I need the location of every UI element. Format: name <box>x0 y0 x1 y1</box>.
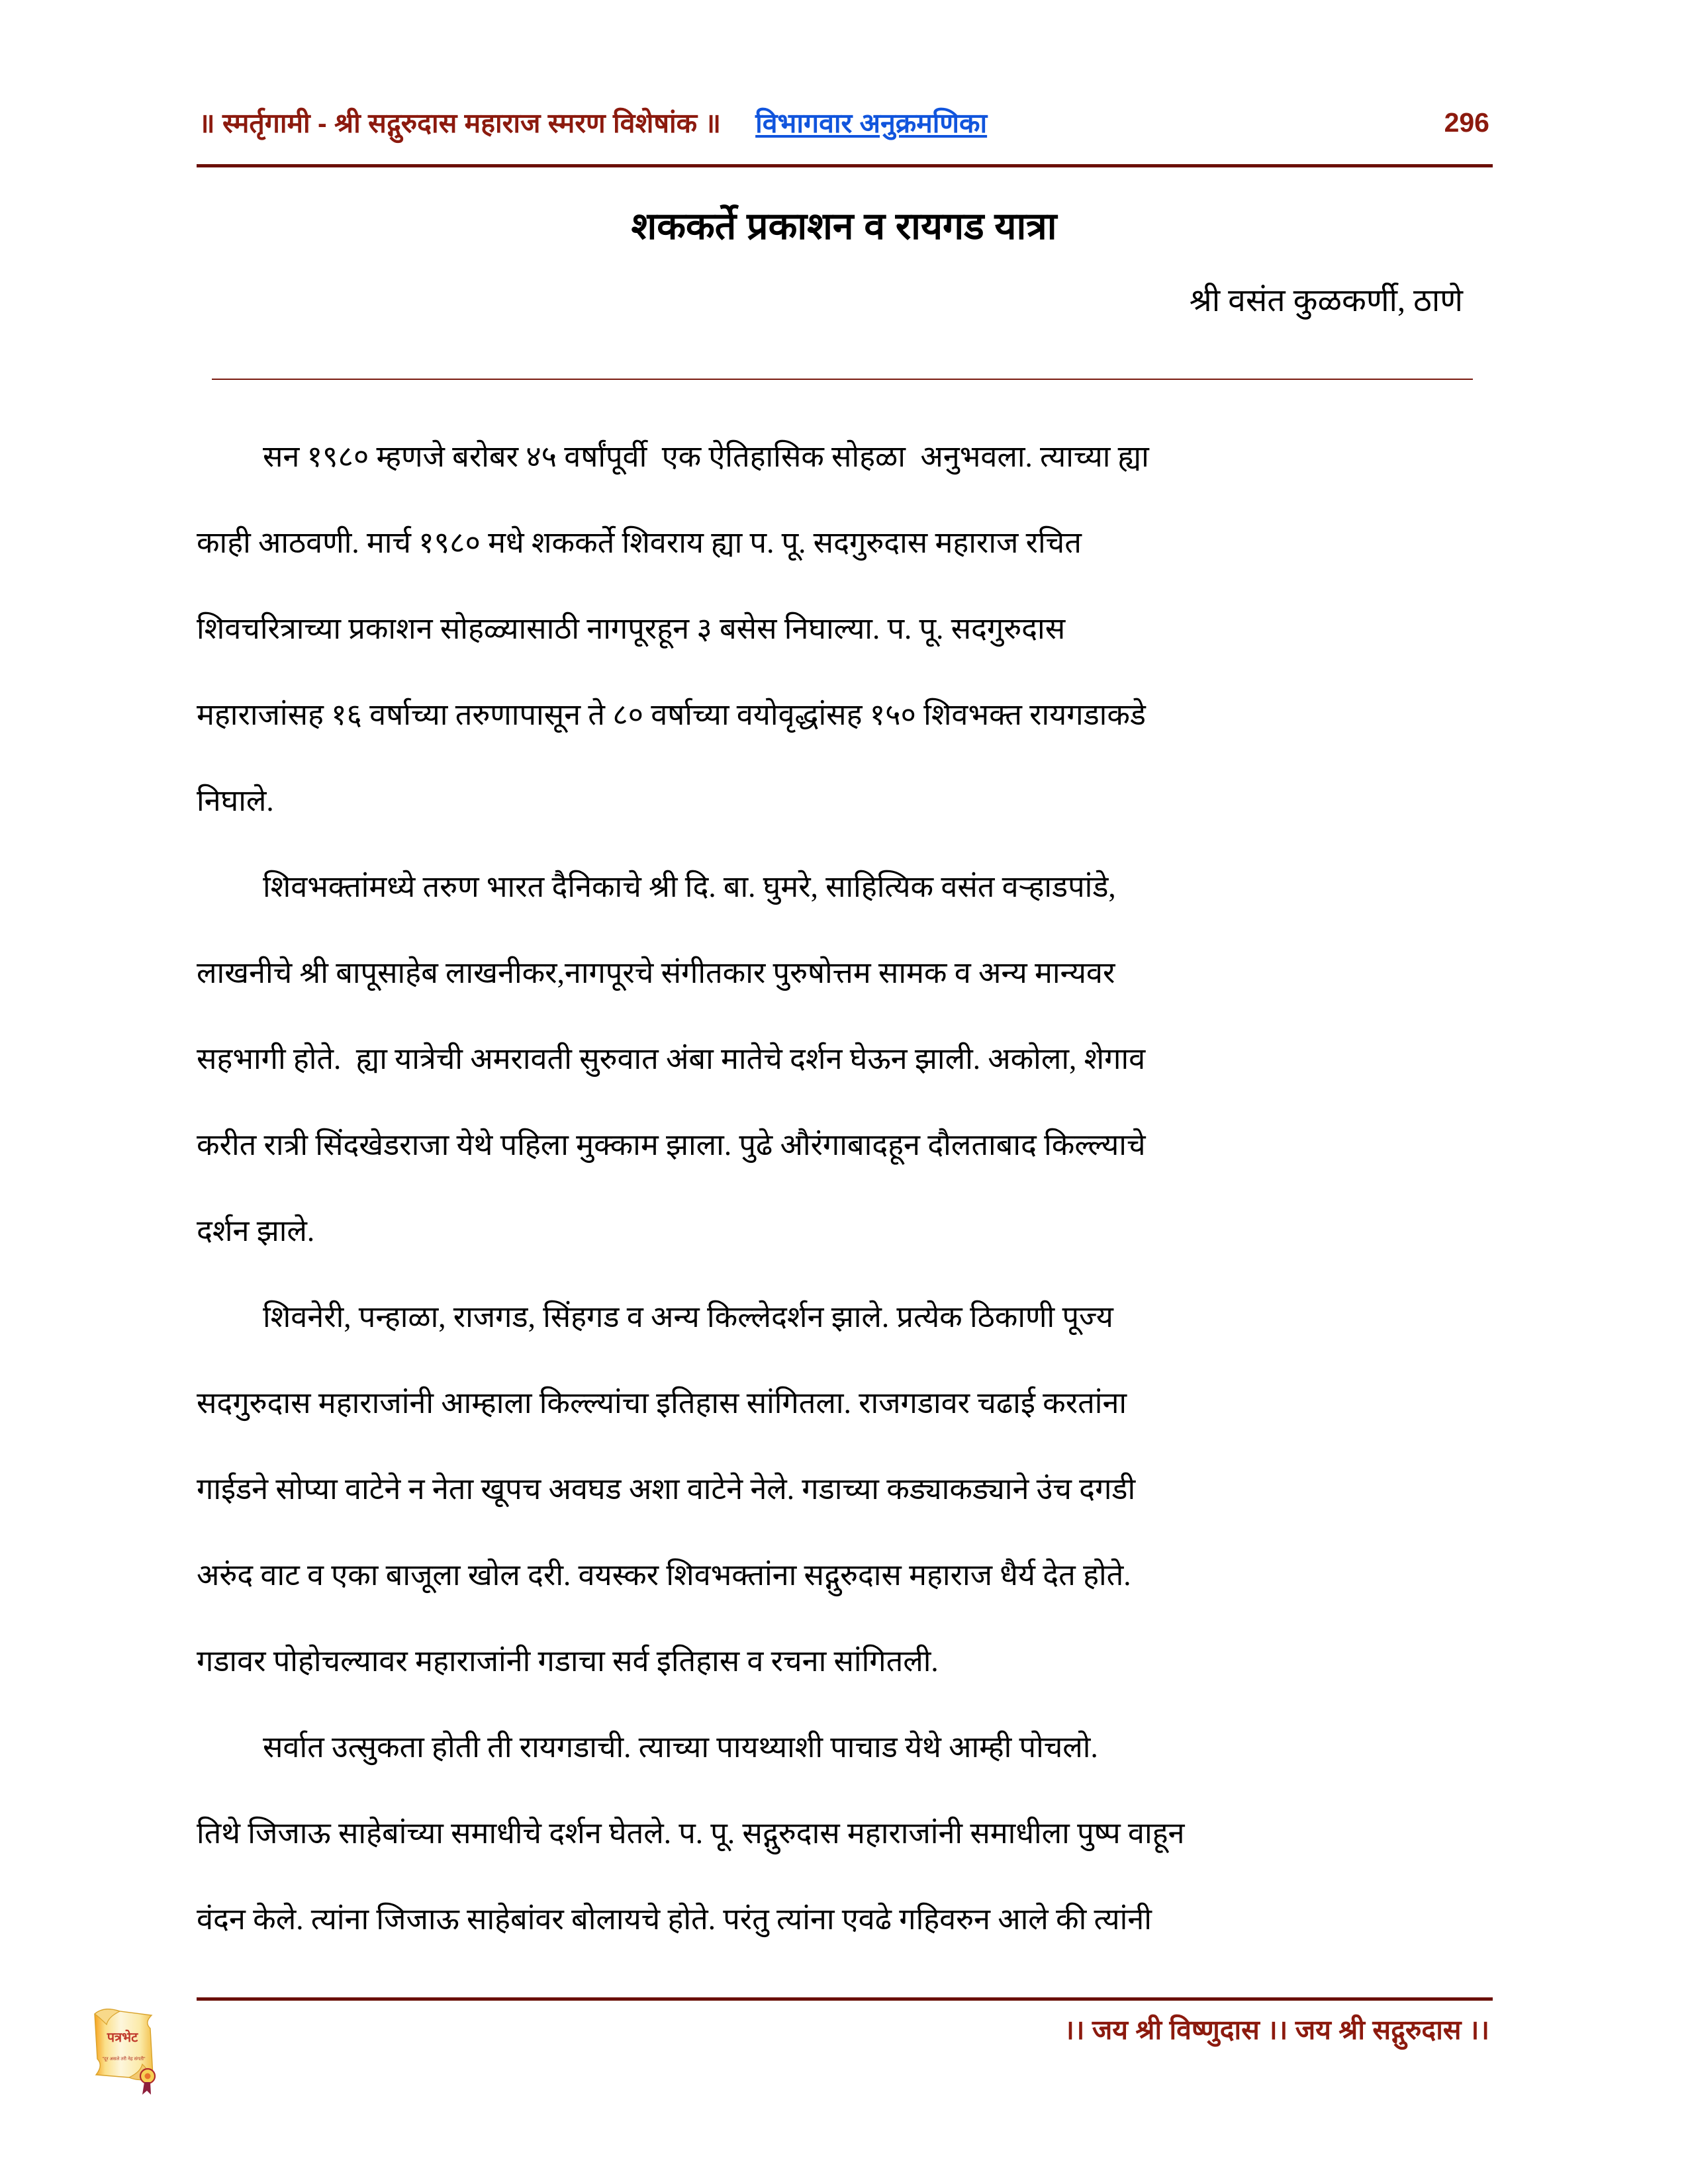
article-title: शककर्ते प्रकाशन व रायगड यात्रा <box>631 205 1057 248</box>
page-header <box>199 98 1489 147</box>
paragraph-line: महाराजांसह १६ वर्षाच्या तरुणापासून ते ८० वर्षाच्या वयोवृद्धांसह १५० शिवभक्त रायगडाकडे <box>197 698 1146 731</box>
paragraph-line: निघाले. <box>197 784 274 817</box>
paragraph-line: वंदन केले. त्यांना जिजाऊ साहेबांवर बोलायचे होते. परंतु त्यांना एवढे गहिवरुन आले की त्यांनी <box>197 1903 1152 1936</box>
paragraph-line: शिवचरित्राच्या प्रकाशन सोहळ्यासाठी नागपूरहून ३ बसेस निघाल्या. प. पू. सदगुरुदास <box>197 612 1066 645</box>
paragraph <box>197 414 1494 844</box>
article-byline: श्री वसंत कुळकर्णी, ठाणे <box>1189 283 1463 318</box>
paragraph-line: करीत रात्री सिंदखेडराजा येथे पहिला मुक्काम झाला. पुढे औरंगाबादहून दौलताबाद किल्ल्याचे <box>197 1128 1146 1161</box>
patrabhet-scroll-logo <box>83 2002 162 2095</box>
logo-title: पत्रभेट <box>107 2030 138 2045</box>
paragraph-line: अरुंद वाट व एका बाजूला खोल दरी. वयस्कर शिवभक्तांना सद्गुरुदास महाराज धैर्य देत होते. <box>197 1559 1131 1592</box>
page-number: 296 <box>1444 107 1489 138</box>
paragraph-line: शिवभक्तांमध्ये तरुण भारत दैनिकाचे श्री दि. बा. घुमरे, साहित्यिक वसंत वऱ्हाडपांडे, <box>263 870 1116 903</box>
paragraph-line: गाईडने सोप्या वाटेने न नेता खूपच अवघड अशा वाटेने नेले. गडाच्या कड्याकड्याने उंच दगडी <box>197 1473 1136 1506</box>
publication-title: ॥ स्मर्तृगामी - श्री सद्गुरुदास महाराज स्मरण विशेषांक ॥ <box>199 108 722 138</box>
footer-blessing: ।। जय श्री विष्णुदास ।। जय श्री सद्गुरुदास ।। <box>1064 2015 1489 2045</box>
paragraph <box>197 1704 1494 1962</box>
paragraph-line: गडावर पोहोचल्यावर महाराजांनी गडाचा सर्व इतिहास व रचना सांगितली. <box>197 1645 939 1678</box>
paragraph-line: तिथे जिजाऊ साहेबांच्या समाधीचे दर्शन घेतले. प. पू. सद्गुरुदास महाराजांनी समाधीला पुष्प वाहून <box>197 1817 1185 1850</box>
title-divider <box>212 379 1473 380</box>
paragraph-line: सदगुरुदास महाराजांनी आम्हाला किल्ल्यांचा इतिहास सांगितला. राजगडावर चढाई करतांना <box>197 1387 1127 1420</box>
header-divider <box>197 164 1493 167</box>
paragraph-line: दर्शन झाले. <box>197 1214 315 1248</box>
article-body <box>197 414 1494 1962</box>
paragraph-line: लाखनीचे श्री बापूसाहेब लाखनीकर,नागपूरचे संगीतकार पुरुषोत्तम सामक व अन्य मान्यवर <box>197 956 1115 989</box>
paragraph-line: सर्वात उत्सुकता होती ती रायगडाची. त्याच्या पायथ्याशी पाचाड येथे आम्ही पोचलो. <box>263 1731 1098 1764</box>
paragraph-line: काही आठवणी. मार्च १९८० मधे शककर्ते शिवराय ह्या प. पू. सदगुरुदास महाराज रचित <box>197 526 1082 559</box>
paragraph-line: सन १९८० म्हणजे बरोबर ४५ वर्षांपूर्वी एक ऐतिहासिक सोहळा अनुभवला. त्याच्या ह्या <box>263 440 1149 473</box>
footer-divider <box>197 1997 1493 2001</box>
paragraph <box>197 1274 1494 1704</box>
section-index-link[interactable]: विभागवार अनुक्रमणिका <box>755 108 988 138</box>
paragraph-line: सहभागी होते. ह्या यात्रेची अमरावती सुरुवात अंबा मातेचे दर्शन घेऊन झाली. अकोला, शेगाव <box>197 1042 1146 1075</box>
paragraph <box>197 844 1494 1274</box>
logo-tagline: "दूर असले तरी नेह संगती" <box>102 2057 146 2062</box>
paragraph-line: शिवनेरी, पन्हाळा, राजगड, सिंहगड व अन्य किल्लेदर्शन झाले. प्रत्येक ठिकाणी पूज्य <box>263 1300 1113 1334</box>
